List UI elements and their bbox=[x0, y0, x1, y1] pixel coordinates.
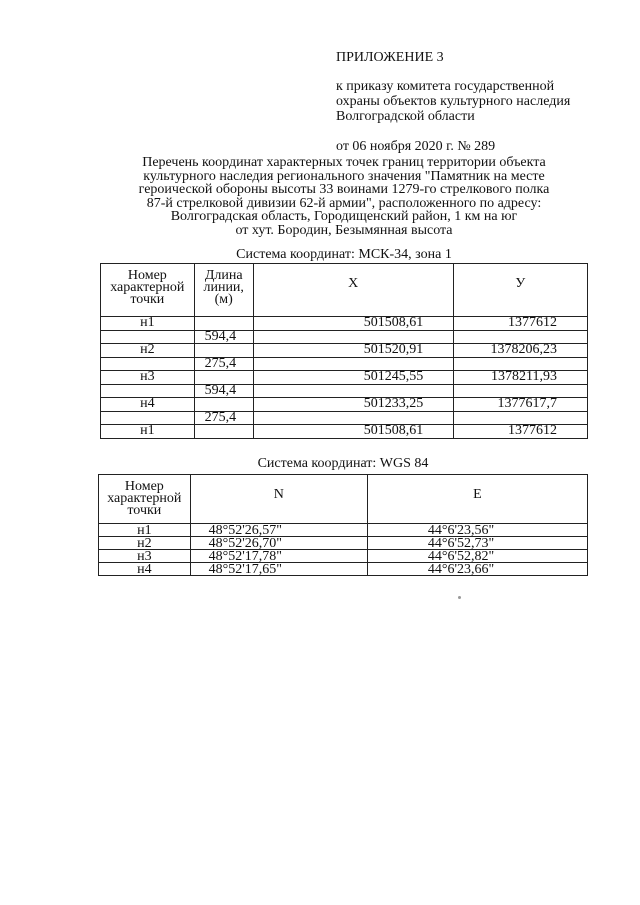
cell-point: н4 bbox=[99, 563, 191, 576]
header-y: У bbox=[453, 264, 587, 317]
cell-length bbox=[194, 398, 253, 412]
cell-e: 44°6'52,82" bbox=[367, 550, 587, 563]
cell-x bbox=[253, 411, 453, 425]
heading-line-1: Перечень координат характерных точек границ территории объекта bbox=[142, 155, 546, 170]
cell-length: 594,4 bbox=[194, 330, 253, 344]
header-point-number: Номер характерной точки bbox=[101, 264, 195, 317]
document-heading bbox=[100, 156, 588, 237]
table-row bbox=[101, 398, 588, 412]
table-row bbox=[99, 563, 588, 576]
cell-point: н1 bbox=[101, 317, 195, 331]
cell-e: 44°6'23,56" bbox=[367, 524, 587, 537]
cell-point: н1 bbox=[101, 425, 195, 439]
header-point-number: Номер характерной точки bbox=[99, 475, 191, 524]
msk34-coordinates-table bbox=[100, 263, 588, 439]
header-e: E bbox=[367, 475, 587, 524]
cell-point: н2 bbox=[101, 344, 195, 358]
cell-x: 501508,61 bbox=[253, 317, 453, 331]
annex-block bbox=[336, 50, 626, 154]
cell-x: 501233,25 bbox=[253, 398, 453, 412]
header-line-length: Длина линии, (м) bbox=[194, 264, 253, 317]
table-row bbox=[99, 550, 588, 563]
cell-n: 48°52'17,65" bbox=[190, 563, 367, 576]
cell-length bbox=[194, 344, 253, 358]
cell-x: 501508,61 bbox=[253, 425, 453, 439]
heading-line-2: культурного наследия регионального значения "Памятник на месте bbox=[143, 168, 545, 184]
cell-x bbox=[253, 357, 453, 371]
cell-x: 501520,91 bbox=[253, 344, 453, 358]
heading-line-5: Волгоградская область, Городищенский район, 1 км на юг bbox=[170, 209, 518, 224]
cell-n: 48°52'26,70" bbox=[190, 537, 367, 550]
cell-y: 1377612 bbox=[453, 425, 587, 439]
order-date: от 06 ноября 2020 г. № 289 bbox=[336, 139, 496, 154]
header-x: X bbox=[253, 264, 453, 317]
msk34-table-body bbox=[101, 317, 588, 439]
cell-n: 48°52'17,78" bbox=[190, 550, 367, 563]
heading-line-3: героической обороны высоты 33 воинами 1279-го стрелкового полка bbox=[138, 182, 550, 197]
cell-length: 594,4 bbox=[194, 384, 253, 398]
cell-length: 275,4 bbox=[194, 411, 253, 425]
heading-line-4: 87-й стрелковой дивизии 62-й армии", расположенного по адресу: bbox=[146, 195, 542, 211]
table-row bbox=[99, 524, 588, 537]
table-row bbox=[99, 537, 588, 550]
cell-x bbox=[253, 330, 453, 344]
header-n: N bbox=[190, 475, 367, 524]
table-row bbox=[101, 317, 588, 331]
annex-title: ПРИЛОЖЕНИЕ 3 bbox=[336, 50, 444, 65]
cell-x bbox=[253, 384, 453, 398]
cell-e: 44°6'23,66" bbox=[367, 563, 587, 576]
cell-y: 1377617,7 bbox=[453, 398, 587, 412]
table-row bbox=[101, 425, 588, 439]
cell-length bbox=[194, 425, 253, 439]
heading-line-6: от хут. Бородин, Безымянная высота bbox=[235, 222, 453, 238]
cell-length bbox=[194, 371, 253, 385]
order-line-3: Волгоградской области bbox=[336, 109, 475, 124]
cell-x: 501245,55 bbox=[253, 371, 453, 385]
table2-caption: Система координат: WGS 84 bbox=[257, 456, 429, 471]
cell-y: 1378206,23 bbox=[453, 344, 587, 358]
cell-n: 48°52'26,57" bbox=[190, 524, 367, 537]
cell-y: 1378211,93 bbox=[453, 371, 587, 385]
wgs84-table-body bbox=[99, 524, 588, 576]
wgs84-coordinates-table bbox=[98, 474, 588, 576]
cell-point: н3 bbox=[99, 550, 191, 563]
order-line-2: охраны объектов культурного наследия bbox=[336, 94, 571, 109]
cell-y: 1377612 bbox=[453, 317, 587, 331]
order-line-1: к приказу комитета государственной bbox=[336, 79, 555, 94]
scan-speck bbox=[458, 596, 461, 599]
table-row bbox=[101, 371, 588, 385]
cell-point: н3 bbox=[101, 371, 195, 385]
table1-caption: Система координат: МСК-34, зона 1 bbox=[236, 247, 452, 262]
cell-length: 275,4 bbox=[194, 357, 253, 371]
table-row bbox=[101, 344, 588, 358]
cell-point: н4 bbox=[101, 398, 195, 412]
cell-e: 44°6'52,73" bbox=[367, 537, 587, 550]
cell-point: н1 bbox=[99, 524, 191, 537]
cell-length bbox=[194, 317, 253, 331]
cell-point: н2 bbox=[99, 537, 191, 550]
